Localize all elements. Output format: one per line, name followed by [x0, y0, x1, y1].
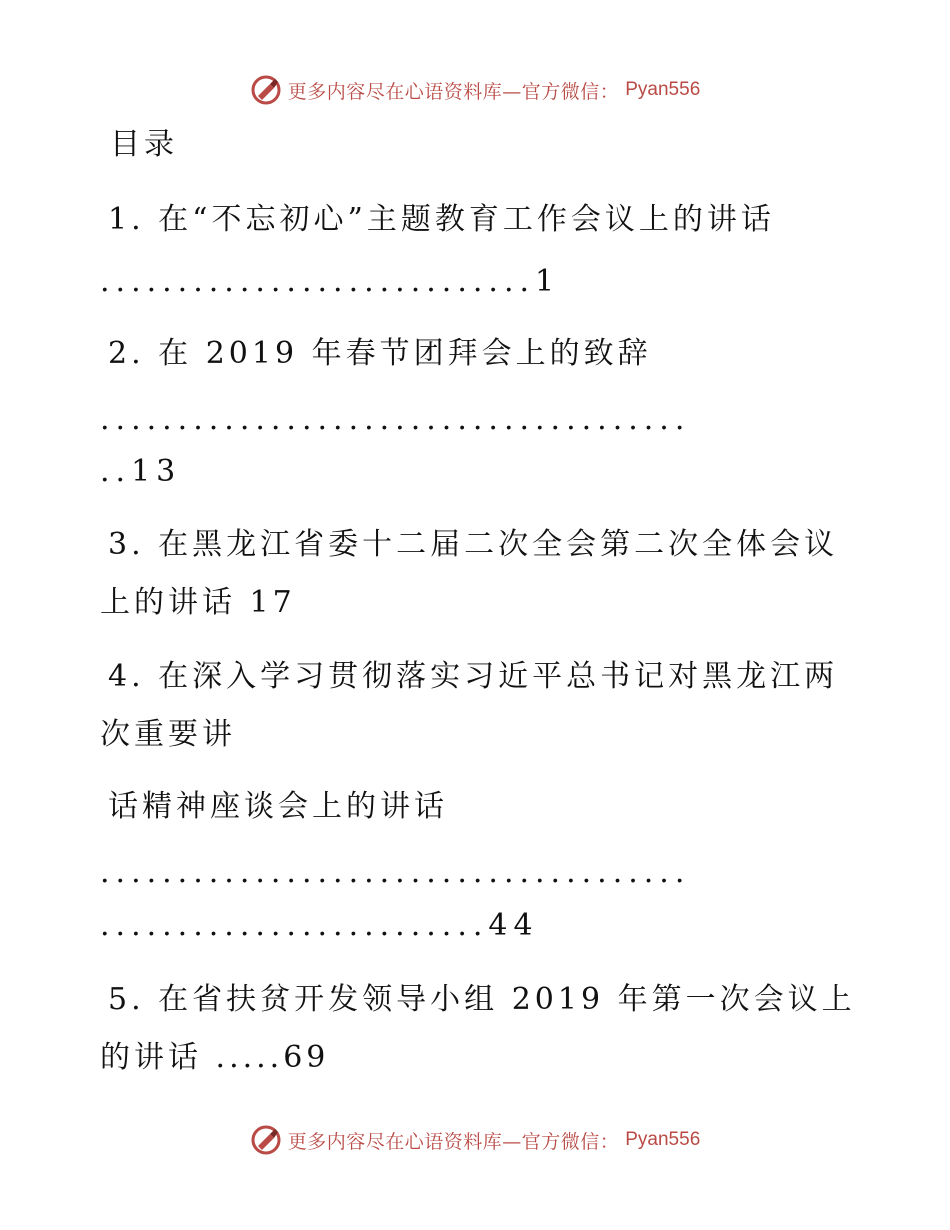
- toc-line-7: 上的讲话 17: [100, 585, 296, 620]
- toc-line-14: 的讲话 .....69: [100, 1040, 330, 1075]
- toc-line-11: ......................................: [100, 855, 691, 890]
- pen-logo-icon: [250, 74, 282, 106]
- toc-line-4: ......................................: [100, 402, 691, 437]
- toc-line-5: ..13: [100, 454, 182, 489]
- toc-line-9: 次重要讲: [100, 717, 236, 752]
- toc-line-2: ............................1: [100, 264, 561, 299]
- header-banner: [0, 70, 950, 110]
- footer-banner: [0, 1120, 950, 1160]
- toc-line-10: 话精神座谈会上的讲话: [108, 789, 448, 824]
- toc-line-12: .........................44: [100, 908, 539, 943]
- toc-line-8: 4. 在深入学习贯彻落实习近平总书记对黑龙江两: [108, 659, 839, 694]
- banner-wechat-id: Pyan556: [625, 1129, 701, 1150]
- banner-wechat-id: Pyan556: [625, 79, 701, 100]
- toc-title: 目录: [110, 127, 178, 162]
- toc-line-13: 5. 在省扶贫开发领导小组 2019 年第一次会议上: [108, 982, 856, 1017]
- banner-text: 更多内容尽在心语资料库—官方微信：: [287, 1130, 620, 1153]
- toc-line-6: 3. 在黑龙江省委十二届二次全会第二次全体会议: [108, 527, 839, 562]
- banner-text: 更多内容尽在心语资料库—官方微信：: [287, 80, 620, 103]
- toc-line-3: 2. 在 2019 年春节团拜会上的致辞: [108, 336, 652, 371]
- toc-line-1: 1. 在“不忘初心”主题教育工作会议上的讲话: [108, 202, 775, 237]
- pen-logo-icon: [250, 1124, 282, 1156]
